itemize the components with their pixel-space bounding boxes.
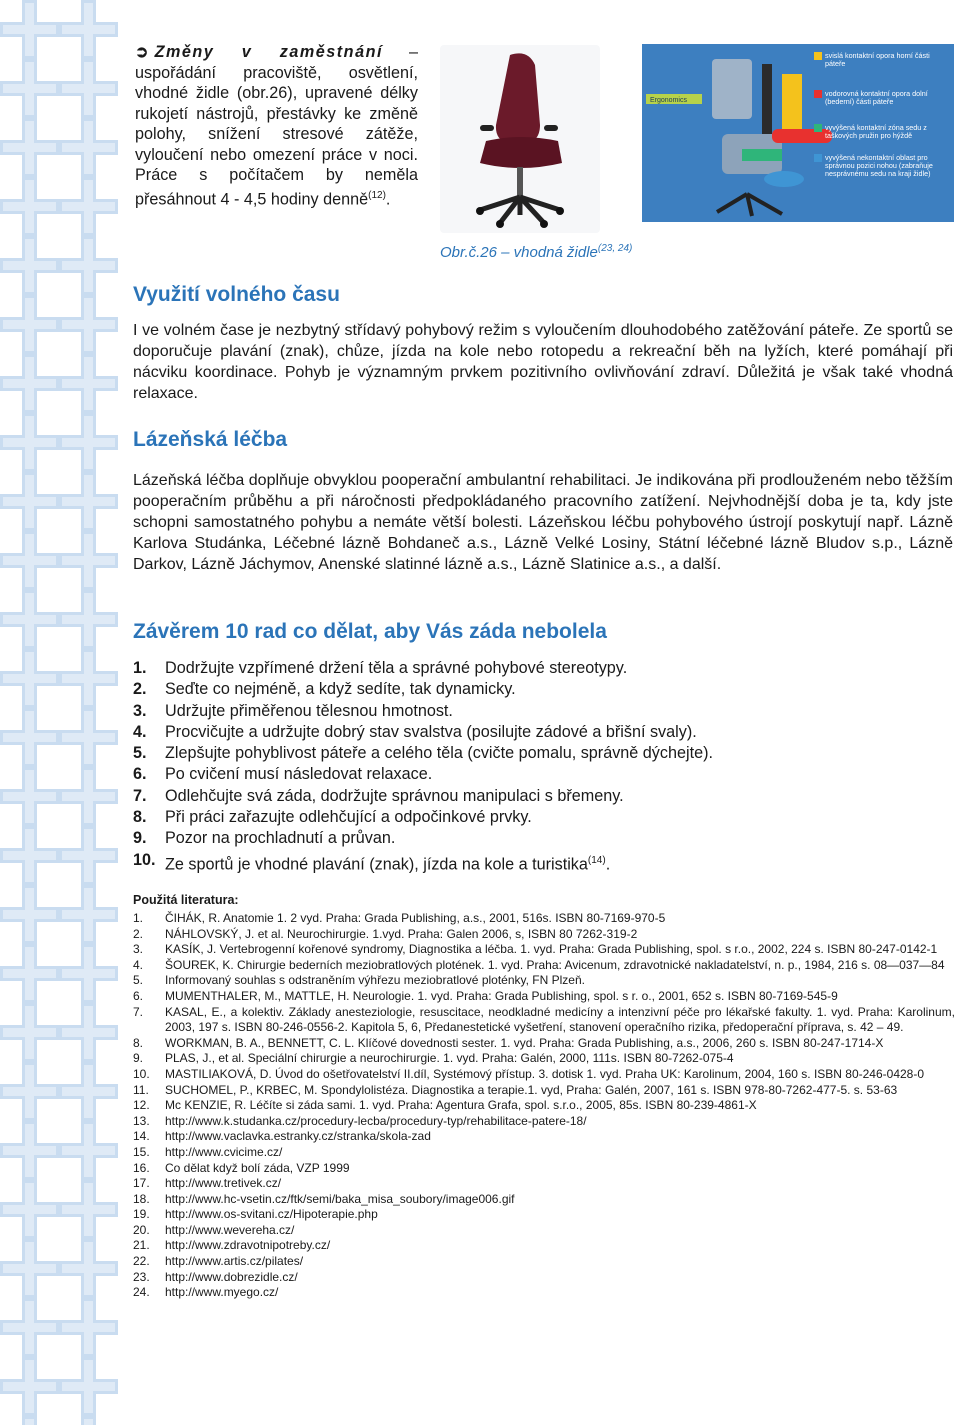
item-text: Pozor na prochladnutí a průvan. xyxy=(165,829,396,848)
reference-number: 10. xyxy=(133,1066,150,1081)
item-text: Ze sportů je vhodné plavání (znak), jízda na kole a turistika xyxy=(165,855,588,874)
intro-paragraph xyxy=(135,42,418,209)
list-item xyxy=(133,658,933,679)
diagram-legend xyxy=(814,52,950,178)
legend-label: vodorovná kontaktní opora dolní (bederní) části páteře xyxy=(825,89,928,106)
reference-item xyxy=(133,1270,955,1286)
reference-text: http://www.hc-vsetin.cz/ftk/semi/baka_misa_soubory/image006.gif xyxy=(165,1191,515,1206)
reference-item xyxy=(133,1285,955,1301)
item-text: Dodržujte vzpřímené držení těla a správné pohybové stereotypy. xyxy=(165,659,628,677)
reference-number: 13. xyxy=(133,1113,150,1128)
reference-item xyxy=(133,1067,955,1083)
item-number: 3. xyxy=(133,701,147,720)
paragraph-spa: Lázeňská léčba doplňuje obvyklou pooperační ambulantní rehabilitaci. Je indikována při prodlouženém nebo těžším pooperačním průběhu a při náročnosti předpokládaného pracovního zatížení. Nejvhodnější doba je ta, kdy jste schopni samostatného pohybu a nemáte větší bolesti. Lázeňskou léčbu pohybového ústrojí poskytují např. Lázně Karlova Studánka, Léčebné lázně Bohdaneč a.s., Lázně Velké Losiny, Státní léčebné lázně Bludov s.p., Lázně Darkov, Lázně Jáchymov, Anenské slatinné lázně a.s., Lázně Slatinice a.s., a další. xyxy=(133,472,953,573)
reference-number: 17. xyxy=(133,1176,150,1191)
legend-item-c xyxy=(814,124,950,140)
reference-number: 3. xyxy=(133,942,144,957)
reference-text: MUMENTHALER, M., MATTLE, H. Neurologie. 1. vyd. Praha: Grada Publishing, spol. s r. o., 2001, 652 s. ISBN 80-7169-545-9 xyxy=(165,988,838,1003)
reference-item xyxy=(133,1036,955,1052)
reference-item xyxy=(133,1192,955,1208)
item-number: 7. xyxy=(133,786,147,805)
item-text: Procvičujte a udržujte dobrý stav svalstva (posilujte zádové a břišní svaly). xyxy=(165,722,697,741)
reference-number: 9. xyxy=(133,1051,144,1066)
reference-number: 22. xyxy=(133,1254,150,1269)
tips-list xyxy=(133,658,933,875)
reference-item xyxy=(133,1207,955,1223)
chair-photo xyxy=(440,45,600,233)
reference-number: 23. xyxy=(133,1269,150,1284)
intro-text: – uspořádání pracoviště, osvětlení, vhodné židle (obr.26), upravené délky rukojetí nástrojů, přestávky ke změně polohy, snížení stresové zátěže, vyloučení nebo omezení práce v noci. Práce s počítačem by neměla přesáhnout 4 - 4,5 hodiny denně xyxy=(135,43,419,208)
reference-number: 24. xyxy=(133,1285,150,1300)
legend-item-b xyxy=(814,90,950,106)
reference-item xyxy=(133,1238,955,1254)
reference-text: NÁHLOVSKÝ, J. et al. Neurochirurgie. 1.vyd. Praha: Galen 2006, s, ISBN 80 7262-319-2 xyxy=(165,926,638,941)
heading-tips: Závěrem 10 rad co dělat, aby Vás záda nebolela xyxy=(133,620,607,643)
reference-text: WORKMAN, B. A., BENNETT, C. L. Klíčové dovednosti sester. 1. vyd. Praha: Grada Publishing, a.s., 2006, 260 s. ISBN 80-247-1714-X xyxy=(165,1035,884,1050)
legend-item-d xyxy=(814,154,950,178)
reference-number: 7. xyxy=(133,1004,144,1019)
list-item xyxy=(133,850,933,876)
reference-item xyxy=(133,1176,955,1192)
reference-text: Informovaný souhlas s odstraněním výhřezu meziobratlové ploténky, FN Plzeň. xyxy=(165,973,585,988)
paragraph-free-time: I ve volném čase je nezbytný střídavý pohybový režim s vyloučením dlouhodobého zatěžování páteře. Ze sportů se doporučuje plavání (znak), chůze, jízda na kole nebo rotopedu a rekreační běh na lyžích, které pomáhají při nácviku koordinace. Pohyb je významným prvkem pozitivního ovlivňování zdraví. Důležitá je však také vhodná relaxace. xyxy=(133,322,953,402)
reference-item xyxy=(133,1145,955,1161)
reference-number: 4. xyxy=(133,957,144,972)
legend-label: vyvýšená nekontaktní oblast pro správnou pozici nohou (zabraňuje nesprávnému sedu na kraji židle) xyxy=(825,153,933,178)
item-number: 5. xyxy=(133,744,147,763)
reference-item xyxy=(133,942,955,958)
reference-text: http://www.wevereha.cz/ xyxy=(165,1222,295,1237)
reference-item xyxy=(133,1223,955,1239)
reference-number: 1. xyxy=(133,911,144,925)
legend-label: vyvýšená kontaktní zóna sedu z taškových pružin pro hýždě xyxy=(825,123,927,140)
reference-item xyxy=(133,911,955,927)
reference-text: http://www.zdravotnipotreby.cz/ xyxy=(165,1238,331,1253)
reference-text: PLAS, J., et al. Speciální chirurgie a neurochirurgie. 1. vyd. Praha: Galén, 2000, 111s. ISBN 80-7262-075-4 xyxy=(165,1051,734,1066)
item-number: 9. xyxy=(133,829,147,848)
item-text: Udržujte přiměřenou tělesnou hmotnost. xyxy=(165,701,453,720)
caption-ref: (23, 24) xyxy=(597,243,633,254)
reference-number: 21. xyxy=(133,1238,150,1253)
reference-text: http://www.os-svitani.cz/Hipoterapie.php xyxy=(165,1207,378,1222)
office-chair-icon xyxy=(440,45,600,233)
reference-text: SUCHOMEL, P., KRBEC, M. Spondylolistéza. Diagnostika a terapie.1. vyd, Praha: Galén, 2007, 161 s. ISBN 978-80-7262-477-5. s. 53-63 xyxy=(165,1082,898,1097)
list-item xyxy=(133,743,933,764)
list-item xyxy=(133,764,933,785)
reference-item xyxy=(133,1254,955,1270)
reference-text: KASAL, E., a kolektiv. Základy anesteziologie, resuscitace, neodkladné medicíny a intenzivní péče pro lékařské fakulty. 1. vyd. Praha: Karolinum, 2003, 197 s. ISBN 80-246-0556-2. Kapitola 5, 6, Předanestetické vyšetření, stanovení operačního rizika, předoperační příprava, s. 42 – 49. xyxy=(165,1004,955,1035)
references-list xyxy=(133,911,955,1301)
legend-item-a xyxy=(814,52,950,68)
reference-text: http://www.vaclavka.estranky.cz/stranka/skola-zad xyxy=(165,1129,431,1144)
legend-swatch xyxy=(814,52,822,60)
reference-number: 11. xyxy=(133,1082,149,1097)
reference-text: MASTILIAKOVÁ, D. Úvod do ošetřovatelství II.díl, Systémový přístup. 3. dotisk 1. vyd. Praha UK: Karolinum, 2004, 160 s. ISBN 80-246-0428-0 xyxy=(165,1066,925,1081)
reference-text: http://www.k.studanka.cz/procedury-lecba/procedury-typ/rehabilitace-patere-18/ xyxy=(165,1113,587,1128)
reference-item xyxy=(133,1051,955,1067)
reference-item xyxy=(133,1129,955,1145)
ergonomic-chair-diagram xyxy=(642,44,954,222)
item-number: 2. xyxy=(133,680,147,699)
item-number: 8. xyxy=(133,808,147,827)
item-text: Zlepšujte pohyblivost páteře a celého těla (cvičte pomalu, správně dýchejte). xyxy=(165,744,713,763)
intro-ref: (12) xyxy=(368,189,386,201)
list-item xyxy=(133,807,933,828)
legend-label: svislá kontaktní opora horní části páteře xyxy=(825,51,930,68)
item-text: Odlehčujte svá záda, dodržujte správnou manipulaci s břemeny. xyxy=(165,786,624,805)
reference-number: 6. xyxy=(133,988,144,1003)
legend-swatch xyxy=(814,90,822,98)
legend-swatch xyxy=(814,124,822,132)
reference-item xyxy=(133,973,955,989)
caption-text: Obr.č.26 – vhodná židle xyxy=(440,244,598,261)
diagram-badge: Ergonomics xyxy=(650,97,687,104)
reference-item xyxy=(133,1098,955,1114)
reference-item xyxy=(133,989,955,1005)
list-item xyxy=(133,679,933,700)
figure-caption xyxy=(440,243,632,261)
legend-swatch xyxy=(814,154,822,162)
reference-number: 14. xyxy=(133,1129,150,1144)
item-number: 6. xyxy=(133,765,147,784)
reference-number: 16. xyxy=(133,1160,150,1175)
item-text: Při práci zařazujte odlehčující a odpočinkové prvky. xyxy=(165,808,532,827)
item-number: 4. xyxy=(133,722,147,741)
list-item xyxy=(133,701,933,722)
reference-item xyxy=(133,927,955,943)
arrow-bullet-icon: ➲ xyxy=(135,43,149,61)
intro-lead: Změny v zaměstnání xyxy=(154,43,383,61)
item-ref: (14) xyxy=(587,854,606,866)
reference-text: http://www.tretivek.cz/ xyxy=(165,1176,282,1191)
item-end: . xyxy=(605,855,611,874)
intro-end: . xyxy=(385,189,391,208)
reference-text: KASÍK, J. Vertebrogenní kořenové syndromy, Diagnostika a léčba. 1. vyd. Praha: Grada Publishing, spol. s r.o., 2002, 224 s. ISBN 80-247-0142-1 xyxy=(165,942,938,957)
reference-text: Co dělat když bolí záda, VZP 1999 xyxy=(165,1160,350,1175)
reference-item xyxy=(133,1083,955,1099)
reference-item xyxy=(133,1005,955,1036)
reference-text: http://www.dobrezidle.cz/ xyxy=(165,1269,298,1284)
reference-item xyxy=(133,1114,955,1130)
item-number: 10. xyxy=(133,850,156,869)
decorative-cross-border xyxy=(0,0,118,1425)
reference-text: http://www.artis.cz/pilates/ xyxy=(165,1254,304,1269)
reference-number: 8. xyxy=(133,1035,144,1050)
reference-number: 12. xyxy=(133,1098,150,1113)
item-number: 1. xyxy=(133,659,147,677)
list-item xyxy=(133,828,933,849)
reference-item xyxy=(133,958,955,974)
reference-text: http://www.myego.cz/ xyxy=(165,1285,279,1300)
reference-item xyxy=(133,1161,955,1177)
item-text: Seďte co nejméně, a když sedíte, tak dynamicky. xyxy=(165,680,516,699)
heading-free-time: Využití volného času xyxy=(133,283,340,306)
reference-number: 15. xyxy=(133,1144,150,1159)
reference-number: 20. xyxy=(133,1222,150,1237)
reference-number: 2. xyxy=(133,926,144,941)
reference-text: http://www.cvicime.cz/ xyxy=(165,1144,283,1159)
list-item xyxy=(133,722,933,743)
heading-spa: Lázeňská léčba xyxy=(133,428,288,451)
reference-text: Mc KENZIE, R. Léčíte si záda sami. 1. vyd. Praha: Agentura Grafa, spol. s.r.o., 2005, 85s. ISBN 80-239-4861-X xyxy=(165,1098,757,1113)
item-text: Po cvičení musí následovat relaxace. xyxy=(165,765,433,784)
reference-text: ŠOUREK, K. Chirurgie bederních meziobratlových plotének. 1. vyd. Praha: Avicenum, zdravotnické nakladatelství, n. p., 1984, 216 s. 08—037—84 xyxy=(165,957,945,972)
reference-text: ČIHÁK, R. Anatomie 1. 2 vyd. Praha: Grada Publishing, a.s., 2001, 516s. ISBN 80-7169-970-5 xyxy=(165,911,666,925)
reference-number: 18. xyxy=(133,1191,150,1206)
reference-number: 5. xyxy=(133,973,144,988)
reference-number: 19. xyxy=(133,1207,150,1222)
references-title: Použitá literatura: xyxy=(133,893,239,907)
list-item xyxy=(133,786,933,807)
